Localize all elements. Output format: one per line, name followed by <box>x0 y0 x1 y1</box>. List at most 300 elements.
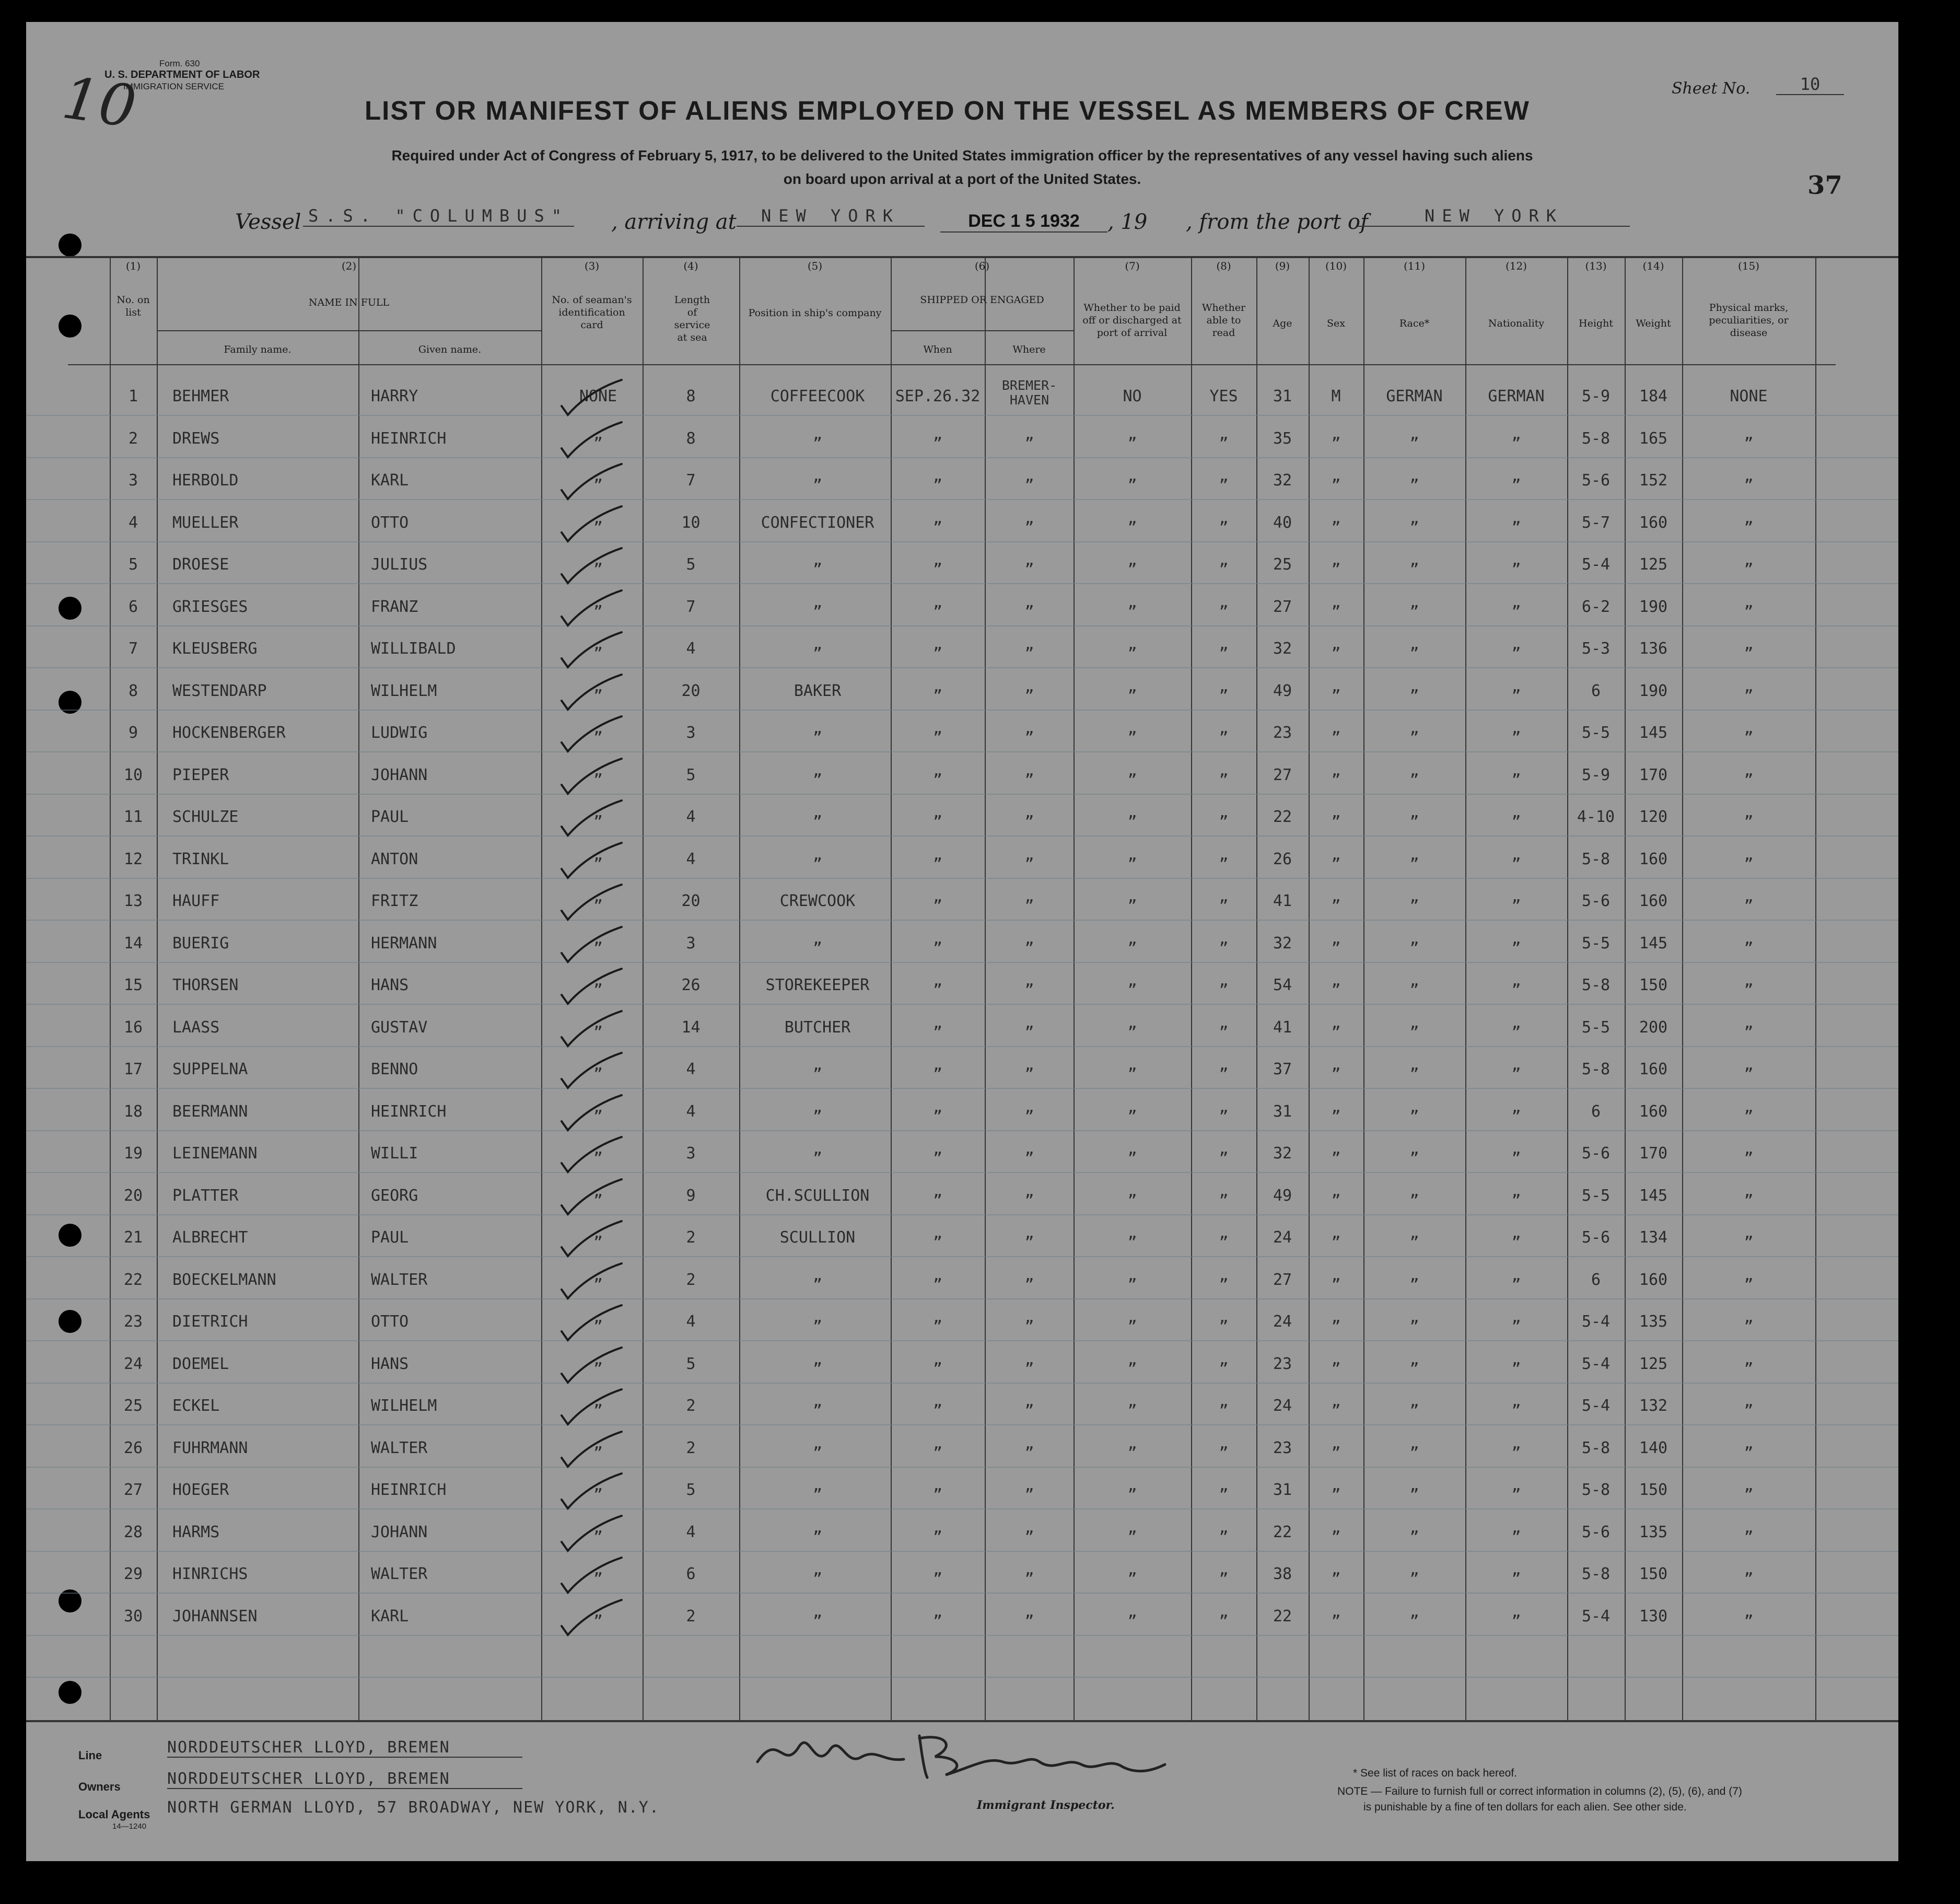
cell-weight: 120 <box>1639 808 1668 826</box>
line-label: Line <box>78 1749 102 1762</box>
row-rule <box>26 1424 1898 1425</box>
cell-height: 5-6 <box>1581 471 1611 490</box>
cell-read: ” <box>1219 855 1229 874</box>
cell-given: KARL <box>371 1607 409 1626</box>
cell-marks: ” <box>1744 729 1754 747</box>
cell-card: ” <box>593 645 603 663</box>
row-rule <box>26 1508 1898 1510</box>
cell-sex: ” <box>1331 687 1341 705</box>
cell-given: WALTER <box>371 1565 428 1583</box>
cell-height: 5-6 <box>1581 1228 1611 1247</box>
cell-weight: 184 <box>1639 387 1668 405</box>
cell-no: 24 <box>123 1354 143 1373</box>
cell-marks: ” <box>1744 1150 1754 1168</box>
note-penalty-1: NOTE — Failure to furnish full or correct information in columns (2), (5), (6), and (7) <box>1337 1785 1742 1797</box>
cell-age: 38 <box>1273 1565 1292 1583</box>
cell-paid: ” <box>1127 1402 1137 1420</box>
cell-service: 4 <box>686 850 696 868</box>
cell-family: HERBOLD <box>172 471 239 490</box>
cell-nationality: ” <box>1511 1360 1521 1378</box>
cell-nationality: ” <box>1511 434 1521 453</box>
cell-nationality: ” <box>1511 1150 1521 1168</box>
cell-age: 24 <box>1273 1397 1292 1415</box>
cell-marks: ” <box>1744 1612 1754 1631</box>
cell-race: ” <box>1409 518 1419 537</box>
cell-given: JOHANN <box>371 765 428 784</box>
cell-age: 24 <box>1273 1313 1292 1331</box>
row-rule <box>26 625 1898 626</box>
cell-read: ” <box>1219 477 1229 495</box>
col-13-header: Height <box>1579 318 1613 329</box>
cell-position: CREWCOOK <box>779 892 856 910</box>
cell-family: BUERIG <box>172 934 229 953</box>
cell-service: 10 <box>681 513 701 532</box>
cell-card: ” <box>593 939 603 958</box>
cell-where: ” <box>1024 1486 1034 1504</box>
cell-when: ” <box>932 897 943 915</box>
check-mark-icon <box>556 1597 624 1639</box>
cell-age: 35 <box>1273 429 1292 448</box>
cell-family: LAASS <box>172 1018 220 1037</box>
cell-race: ” <box>1409 1612 1419 1631</box>
cell-where: ” <box>1024 602 1034 621</box>
cell-age: 27 <box>1273 1270 1292 1289</box>
cell-when: ” <box>932 981 943 1000</box>
cell-height: 4-10 <box>1577 808 1615 826</box>
cell-no: 3 <box>128 471 138 490</box>
cell-race: ” <box>1409 729 1419 747</box>
column-rule <box>358 258 359 1720</box>
binder-hole <box>59 315 81 338</box>
cell-when: ” <box>932 687 943 705</box>
cell-height: 5-8 <box>1581 1565 1611 1583</box>
column-rule <box>157 258 158 1720</box>
subtitle-line-2: on board upon arrival at a port of the United States. <box>783 171 1141 187</box>
cell-no: 1 <box>128 387 138 405</box>
cell-where: ” <box>1024 1191 1034 1210</box>
cell-marks: ” <box>1744 602 1754 621</box>
cell-sex: ” <box>1331 939 1341 958</box>
cell-sex: ” <box>1331 981 1341 1000</box>
col-10-number: (10) <box>1325 260 1347 272</box>
cell-sex: ” <box>1331 434 1341 453</box>
cell-height: 5-4 <box>1581 1397 1611 1415</box>
cell-when: ” <box>932 1612 943 1631</box>
cell-family: GRIESGES <box>172 597 248 616</box>
cell-nationality: ” <box>1511 687 1521 705</box>
cell-when: ” <box>932 602 943 621</box>
cell-position: ” <box>812 1318 823 1336</box>
cell-nationality: ” <box>1511 1023 1521 1042</box>
cell-card: ” <box>593 813 603 831</box>
cell-nationality: ” <box>1511 1402 1521 1420</box>
cell-race: ” <box>1409 434 1419 453</box>
header-bottom-rule <box>68 364 1836 365</box>
col-6b-header: Where <box>1012 344 1046 355</box>
col-1-number: (1) <box>125 260 141 272</box>
cell-when: ” <box>932 1528 943 1547</box>
cell-marks: ” <box>1744 518 1754 537</box>
cell-when: ” <box>932 1234 943 1252</box>
cell-age: 54 <box>1273 976 1292 994</box>
cell-nationality: ” <box>1511 1065 1521 1084</box>
cell-position: ” <box>812 1402 823 1420</box>
cell-service: 4 <box>686 1523 696 1541</box>
cell-when: ” <box>932 855 943 874</box>
cell-given: FRANZ <box>371 597 418 616</box>
cell-age: 40 <box>1273 513 1292 532</box>
cell-sex: ” <box>1331 1318 1341 1336</box>
cell-race: ” <box>1409 1023 1419 1042</box>
cell-no: 21 <box>123 1228 143 1247</box>
cell-position: ” <box>812 602 823 621</box>
cell-paid: ” <box>1127 1234 1137 1252</box>
cell-age: 41 <box>1273 1018 1292 1037</box>
cell-paid: ” <box>1127 1444 1137 1462</box>
cell-service: 20 <box>681 681 701 700</box>
cell-no: 30 <box>123 1607 143 1626</box>
cell-read: ” <box>1219 1612 1229 1631</box>
check-mark-icon <box>556 714 624 756</box>
cell-where: ” <box>1024 1612 1034 1631</box>
owners-value: NORDDEUTSCHER LLOYD, BREMEN <box>167 1770 522 1789</box>
cell-family: DREWS <box>172 429 220 448</box>
cell-race: ” <box>1409 1318 1419 1336</box>
cell-nationality: ” <box>1511 1107 1521 1126</box>
cell-no: 23 <box>123 1313 143 1331</box>
col-9-number: (9) <box>1275 260 1290 272</box>
cell-when: ” <box>932 1444 943 1462</box>
cell-position: ” <box>812 1570 823 1588</box>
cell-service: 4 <box>686 808 696 826</box>
cell-weight: 132 <box>1639 1397 1668 1415</box>
check-mark-icon <box>556 1513 624 1555</box>
cell-card: ” <box>593 518 603 537</box>
cell-no: 14 <box>123 934 143 953</box>
cell-when: ” <box>932 1275 943 1294</box>
manifest-sheet <box>26 22 1898 1861</box>
row-rule <box>26 583 1898 584</box>
cell-when: ” <box>932 561 943 579</box>
cell-read: ” <box>1219 1486 1229 1504</box>
cell-age: 31 <box>1273 387 1292 405</box>
cell-given: OTTO <box>371 513 409 532</box>
cell-family: SUPPELNA <box>172 1060 248 1078</box>
cell-nationality: ” <box>1511 1528 1521 1547</box>
cell-paid: ” <box>1127 434 1137 453</box>
cell-age: 32 <box>1273 640 1292 658</box>
cell-nationality: ” <box>1511 729 1521 747</box>
cell-where: ” <box>1024 1570 1034 1588</box>
cell-race: ” <box>1409 1402 1419 1420</box>
binder-hole <box>59 234 81 257</box>
cell-when: ” <box>932 477 943 495</box>
cell-paid: ” <box>1127 1570 1137 1588</box>
cell-when: ” <box>932 729 943 747</box>
cell-weight: 190 <box>1639 597 1668 616</box>
cell-weight: 170 <box>1639 765 1668 784</box>
cell-where: ” <box>1024 1275 1034 1294</box>
cell-weight: 160 <box>1639 850 1668 868</box>
check-mark-icon <box>556 1345 624 1387</box>
check-mark-icon <box>556 461 624 503</box>
check-mark-icon <box>556 1134 624 1176</box>
col-12-number: (12) <box>1505 260 1527 272</box>
cell-where: ” <box>1024 855 1034 874</box>
cell-card: ” <box>593 1528 603 1547</box>
cell-paid: ” <box>1127 1486 1137 1504</box>
cell-paid: ” <box>1127 687 1137 705</box>
cell-where: ” <box>1024 1318 1034 1336</box>
column-rule <box>891 258 892 1720</box>
cell-sex: ” <box>1331 1486 1341 1504</box>
cell-position: ” <box>812 771 823 790</box>
col-2a-header: Family name. <box>224 344 291 355</box>
cell-age: 49 <box>1273 1186 1292 1205</box>
cell-paid: ” <box>1127 855 1137 874</box>
cell-sex: ” <box>1331 602 1341 621</box>
vessel-name: S.S. "COLUMBUS" <box>303 206 574 227</box>
cell-service: 9 <box>686 1186 696 1205</box>
cell-marks: ” <box>1744 939 1754 958</box>
cell-position: ” <box>812 1486 823 1504</box>
cell-sex: ” <box>1331 1612 1341 1631</box>
cell-where: ” <box>1024 518 1034 537</box>
check-mark-icon <box>556 882 624 924</box>
cell-where: ” <box>1024 434 1034 453</box>
cell-age: 31 <box>1273 1481 1292 1499</box>
cell-race: ” <box>1409 897 1419 915</box>
cell-marks: ” <box>1744 1191 1754 1210</box>
date-stamp: DEC 1 5 1932 <box>940 211 1107 233</box>
cell-sex: ” <box>1331 1402 1341 1420</box>
cell-sex: ” <box>1331 645 1341 663</box>
cell-height: 5-5 <box>1581 1018 1611 1037</box>
cell-height: 5-4 <box>1581 1313 1611 1331</box>
cell-family: KLEUSBERG <box>172 640 258 658</box>
cell-weight: 160 <box>1639 513 1668 532</box>
cell-sex: ” <box>1331 1360 1341 1378</box>
row-rule <box>26 1677 1898 1678</box>
cell-sex: ” <box>1331 771 1341 790</box>
cell-height: 5-8 <box>1581 1438 1611 1457</box>
cell-age: 32 <box>1273 471 1292 490</box>
cell-age: 32 <box>1273 934 1292 953</box>
cell-marks: NONE <box>1730 387 1768 405</box>
cell-when: ” <box>932 813 943 831</box>
cell-no: 6 <box>128 597 138 616</box>
row-rule <box>26 1593 1898 1594</box>
cell-no: 27 <box>123 1481 143 1499</box>
cell-family: ECKEL <box>172 1397 220 1415</box>
form-code: 14—1240 <box>112 1822 147 1831</box>
column-rule <box>985 258 986 1720</box>
cell-service: 4 <box>686 1102 696 1121</box>
cell-no: 16 <box>123 1018 143 1037</box>
year-label: , 19 <box>1107 210 1148 234</box>
cell-race: ” <box>1409 1150 1419 1168</box>
check-mark-icon <box>556 1387 624 1429</box>
cell-race: ” <box>1409 1570 1419 1588</box>
row-rule <box>26 1214 1898 1215</box>
cell-weight: 130 <box>1639 1607 1668 1626</box>
row-rule <box>26 1172 1898 1173</box>
cell-height: 6 <box>1591 1270 1601 1289</box>
cell-age: 23 <box>1273 724 1292 742</box>
cell-no: 12 <box>123 850 143 868</box>
cell-service: 2 <box>686 1438 696 1457</box>
cell-position: BUTCHER <box>784 1018 851 1037</box>
cell-when: ” <box>932 1402 943 1420</box>
col-4-header: Length of service at sea <box>674 294 710 343</box>
check-mark-icon <box>556 1050 624 1092</box>
cell-race: ” <box>1409 1360 1419 1378</box>
cell-position: CONFECTIONER <box>761 513 874 532</box>
cell-weight: 134 <box>1639 1228 1668 1247</box>
cell-nationality: ” <box>1511 1275 1521 1294</box>
col-3-header: No. of seaman's identification card <box>552 294 632 331</box>
cell-given: ANTON <box>371 850 418 868</box>
cell-paid: ” <box>1127 813 1137 831</box>
cell-paid: ” <box>1127 771 1137 790</box>
cell-weight: 140 <box>1639 1438 1668 1457</box>
cell-sex: ” <box>1331 1528 1341 1547</box>
cell-when: ” <box>932 645 943 663</box>
cell-marks: ” <box>1744 855 1754 874</box>
col-6-header: SHIPPED OR ENGAGED <box>920 294 1044 306</box>
arriving-port: NEW YORK <box>737 206 925 227</box>
cell-height: 5-4 <box>1581 555 1611 574</box>
cell-position: ” <box>812 1065 823 1084</box>
cell-height: 6 <box>1591 681 1601 700</box>
cell-age: 22 <box>1273 1523 1292 1541</box>
note-races: * See list of races on back hereof. <box>1353 1767 1518 1779</box>
cell-given: HEINRICH <box>371 1481 447 1499</box>
row-rule <box>26 1635 1898 1636</box>
cell-read: ” <box>1219 1275 1229 1294</box>
cell-family: LEINEMANN <box>172 1144 258 1163</box>
cell-height: 5-6 <box>1581 1523 1611 1541</box>
col-1-header: No. on list <box>116 294 150 318</box>
cell-sex: ” <box>1331 855 1341 874</box>
col-6-number: (6) <box>974 260 990 272</box>
cell-given: HANS <box>371 976 409 994</box>
from-port: NEW YORK <box>1358 206 1630 227</box>
cell-where: ” <box>1024 1444 1034 1462</box>
cell-card: ” <box>593 602 603 621</box>
cell-given: WILLI <box>371 1144 418 1163</box>
cell-when: ” <box>932 1360 943 1378</box>
cell-read: ” <box>1219 1318 1229 1336</box>
row-rule <box>26 1088 1898 1089</box>
cell-when: ” <box>932 1318 943 1336</box>
col-14-number: (14) <box>1642 260 1664 272</box>
cell-given: GEORG <box>371 1186 418 1205</box>
service-name: IMMIGRATION SERVICE <box>123 82 225 91</box>
cell-read: ” <box>1219 1234 1229 1252</box>
cell-age: 32 <box>1273 1144 1292 1163</box>
cell-family: HOCKENBERGER <box>172 724 286 742</box>
cell-read: ” <box>1219 645 1229 663</box>
cell-sex: ” <box>1331 1191 1341 1210</box>
cell-paid: ” <box>1127 1023 1137 1042</box>
cell-weight: 145 <box>1639 934 1668 953</box>
cell-card: ” <box>593 477 603 495</box>
cell-read: ” <box>1219 1023 1229 1042</box>
line-value: NORDDEUTSCHER LLOYD, BREMEN <box>167 1738 522 1758</box>
cell-read: ” <box>1219 1065 1229 1084</box>
cell-card: ” <box>593 1275 603 1294</box>
cell-nationality: ” <box>1511 813 1521 831</box>
owners-label: Owners <box>78 1780 121 1793</box>
cell-read: ” <box>1219 813 1229 831</box>
cell-read: ” <box>1219 981 1229 1000</box>
inspector-signature <box>747 1725 1175 1793</box>
cell-where: ” <box>1024 1150 1034 1168</box>
row-rule <box>26 920 1898 921</box>
col-8-header: Whether able to read <box>1201 302 1246 339</box>
vessel-label: Vessel <box>235 210 301 234</box>
cell-given: WILHELM <box>371 681 437 700</box>
cell-sex: ” <box>1331 1065 1341 1084</box>
cell-given: FRITZ <box>371 892 418 910</box>
cell-weight: 200 <box>1639 1018 1668 1037</box>
binder-hole <box>59 1310 81 1333</box>
cell-service: 5 <box>686 555 696 574</box>
col-2b-header: Given name. <box>418 344 482 355</box>
cell-family: BOECKELMANN <box>172 1270 276 1289</box>
cell-race: ” <box>1409 477 1419 495</box>
cell-position: SCULLION <box>779 1228 856 1247</box>
cell-race: GERMAN <box>1386 387 1443 405</box>
page-number: 37 <box>1807 171 1842 200</box>
cell-race: ” <box>1409 602 1419 621</box>
cell-height: 6 <box>1591 1102 1601 1121</box>
cell-nationality: ” <box>1511 771 1521 790</box>
cell-no: 8 <box>128 681 138 700</box>
col-5-number: (5) <box>807 260 823 272</box>
cell-read: YES <box>1209 387 1238 405</box>
cell-position: ” <box>812 939 823 958</box>
binder-hole <box>59 1224 81 1247</box>
cell-marks: ” <box>1744 1402 1754 1420</box>
cell-race: ” <box>1409 981 1419 1000</box>
row-rule <box>26 1256 1898 1257</box>
cell-card: ” <box>593 981 603 1000</box>
cell-read: ” <box>1219 687 1229 705</box>
col-15-number: (15) <box>1737 260 1760 272</box>
cell-position: ” <box>812 434 823 453</box>
cell-marks: ” <box>1744 981 1754 1000</box>
cell-marks: ” <box>1744 1023 1754 1042</box>
col-8-number: (8) <box>1216 260 1231 272</box>
cell-sex: ” <box>1331 477 1341 495</box>
cell-sex: ” <box>1331 897 1341 915</box>
cell-when: ” <box>932 1150 943 1168</box>
cell-where: ” <box>1024 561 1034 579</box>
cell-card: ” <box>593 1023 603 1042</box>
inspector-label: Immigrant Inspector. <box>977 1798 1115 1812</box>
column-rule <box>739 258 740 1720</box>
cell-family: ALBRECHT <box>172 1228 248 1247</box>
cell-service: 3 <box>686 934 696 953</box>
cell-position: ” <box>812 1360 823 1378</box>
cell-service: 5 <box>686 765 696 784</box>
cell-where: ” <box>1024 1023 1034 1042</box>
cell-weight: 150 <box>1639 1565 1668 1583</box>
cell-height: 5-8 <box>1581 1060 1611 1078</box>
cell-given: PAUL <box>371 808 409 826</box>
